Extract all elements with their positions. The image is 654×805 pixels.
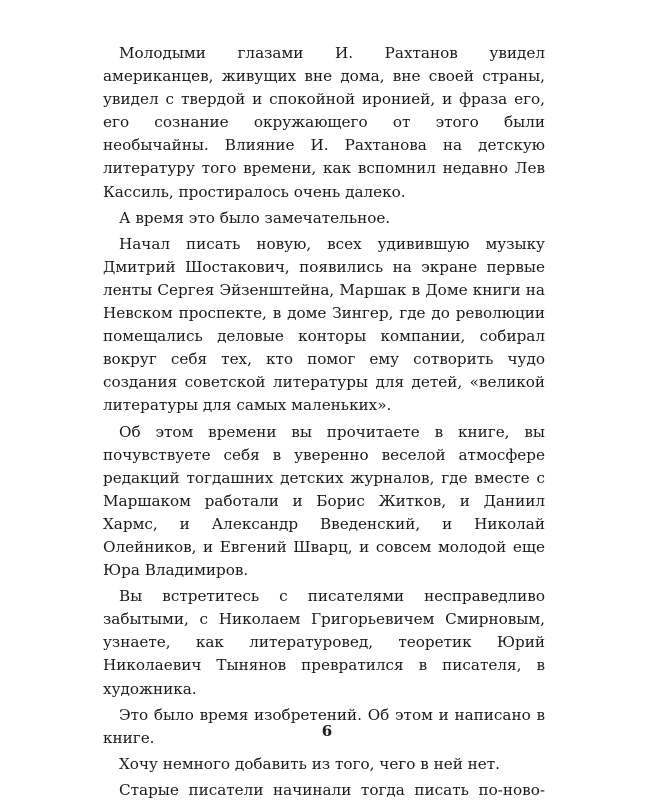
page-number: 6	[321, 722, 333, 740]
paragraph-4: Об этом времени вы прочитаете в книге, вы почувствуете себя в уверенно веселой атмосфере редакций тогдашних детских журналов, где вместе с Маршаком работали и Борис Житков, и Даниил Хармс, и Александр Введенский, и Николай Олейников, и Евгений Шварц, и совсем молодой еще Юра Владимиров.	[103, 422, 545, 580]
paragraph-1: Молодыми глазами И. Рахтанов увидел американцев, живущих вне дома, вне своей страны, увидел с твердой и спокойной иронией, и фраза его, его сознание окружающего от этого были необычайны. Влияние И. Рахтанова на детскую литературу того времени, как вспомнил недавно Лев Кассиль, простиралось очень далеко.	[103, 44, 545, 201]
paragraph-6: Это было время изобретений. Об этом и написано в книге.	[103, 705, 545, 747]
paragraph-7: Хочу немного добавить из того, чего в ней нет.	[119, 754, 501, 773]
paragraph-2: А время это было замечательное.	[119, 208, 391, 227]
paragraph-8: Старые писатели начинали тогда писать по-ново-	[119, 780, 545, 799]
paragraph-3: Начал писать новую, всех удивившую музыку Дмитрий Шостакович, появились на экране первые ленты Сергея Эйзенштейна, Маршак в Доме книги на Невском проспекте, в доме Зингер, где до революции помещались деловые конторы компании, собирал вокруг себя тех, кто помог ему сотворить чудо создания советской литературы для детей, «великой литературы для самых маленьких».	[103, 234, 545, 415]
paragraph-5: Вы встретитесь с писателями несправедливо забытыми, с Николаем Григорьевичем Смирновым, узнаете, как литературовед, теоретик Юрий Николаевич Тынянов превратился в писателя, в художника.	[103, 587, 545, 698]
page-body-text	[103, 42, 545, 805]
